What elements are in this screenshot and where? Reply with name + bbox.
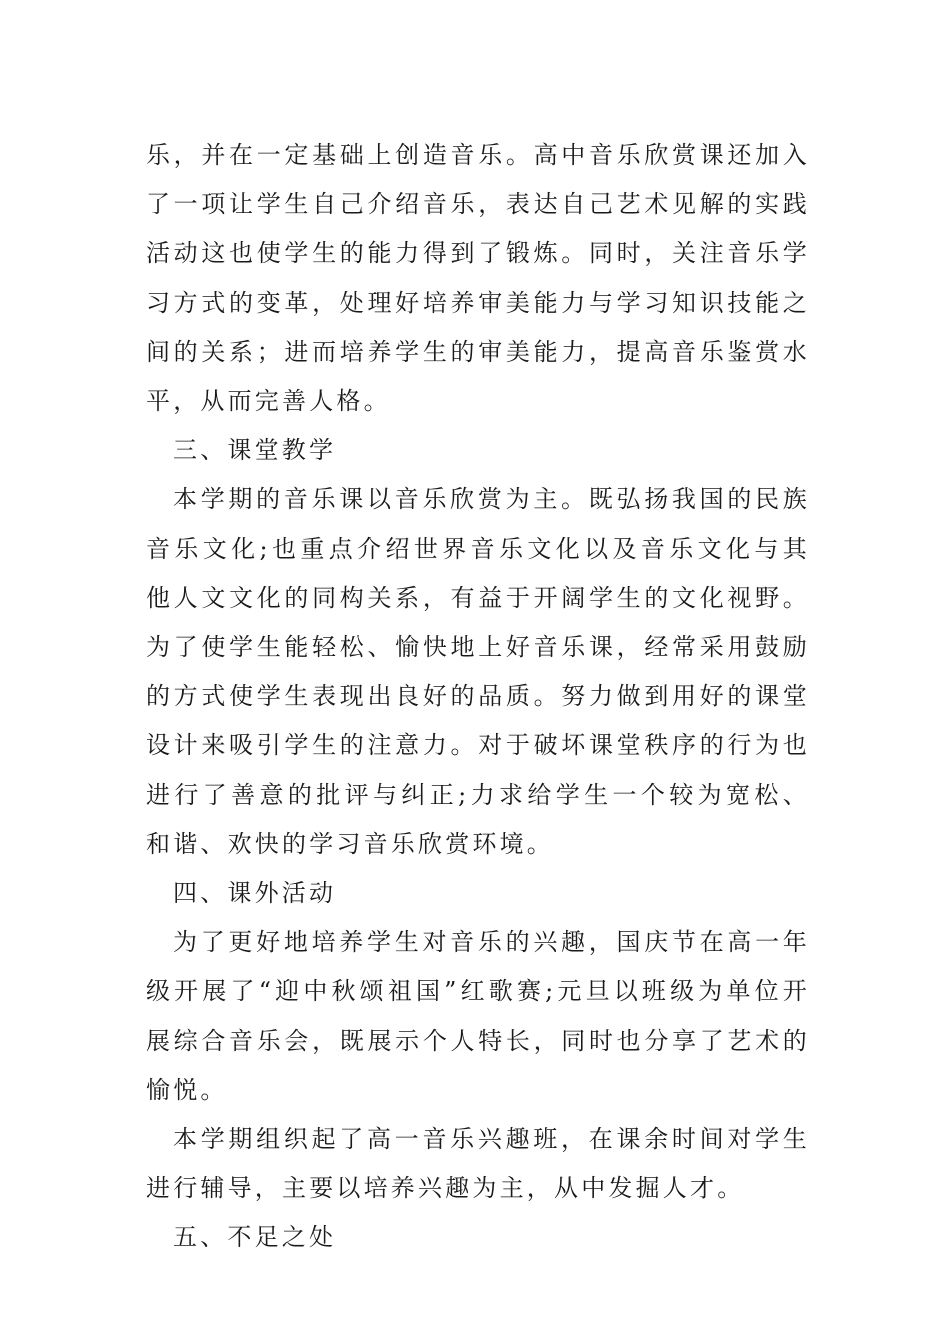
paragraph-aesthetic-ability: 乐，并在一定基础上创造音乐。高中音乐欣赏课还加入了一项让学生自己介绍音乐，表达自己艺术见解的实践活动这也使学生的能力得到了锻炼。同时，关注音乐学习方式的变革，处理好培养审美能力与学习知识技能之间的关系；进而培养学生的审美能力，提高音乐鉴赏水平，从而完善人格。 [146,141,810,416]
section-heading-classroom-teaching: 三、课堂教学 [173,436,337,465]
document-body [146,131,810,1263]
section-heading-shortcomings: 五、不足之处 [173,1223,337,1252]
paragraph-classroom-teaching: 本学期的音乐课以音乐欣赏为主。既弘扬我国的民族音乐文化;也重点介绍世界音乐文化以及音乐文化与其他人文文化的同构关系，有益于开阔学生的文化视野。为了使学生能轻松、愉快地上好音乐课，经常采用鼓励的方式使学生表现出良好的品质。努力做到用好的课堂设计来吸引学生的注意力。对于破坏课堂秩序的行为也进行了善意的批评与纠正;力求给学生一个较为宽松、和谐、欢快的学习音乐欣赏环境。 [146,485,810,858]
section-heading-extracurricular-activities: 四、课外活动 [173,879,337,908]
paragraph-red-song-contest: 为了更好地培养学生对音乐的兴趣，国庆节在高一年级开展了“迎中秋颂祖国”红歌赛;元旦以班级为单位开展综合音乐会，既展示个人特长，同时也分享了艺术的愉悦。 [146,928,810,1104]
paragraph-interest-class: 本学期组织起了高一音乐兴趣班，在课余时间对学生进行辅导，主要以培养兴趣为主，从中发掘人才。 [146,1125,810,1203]
